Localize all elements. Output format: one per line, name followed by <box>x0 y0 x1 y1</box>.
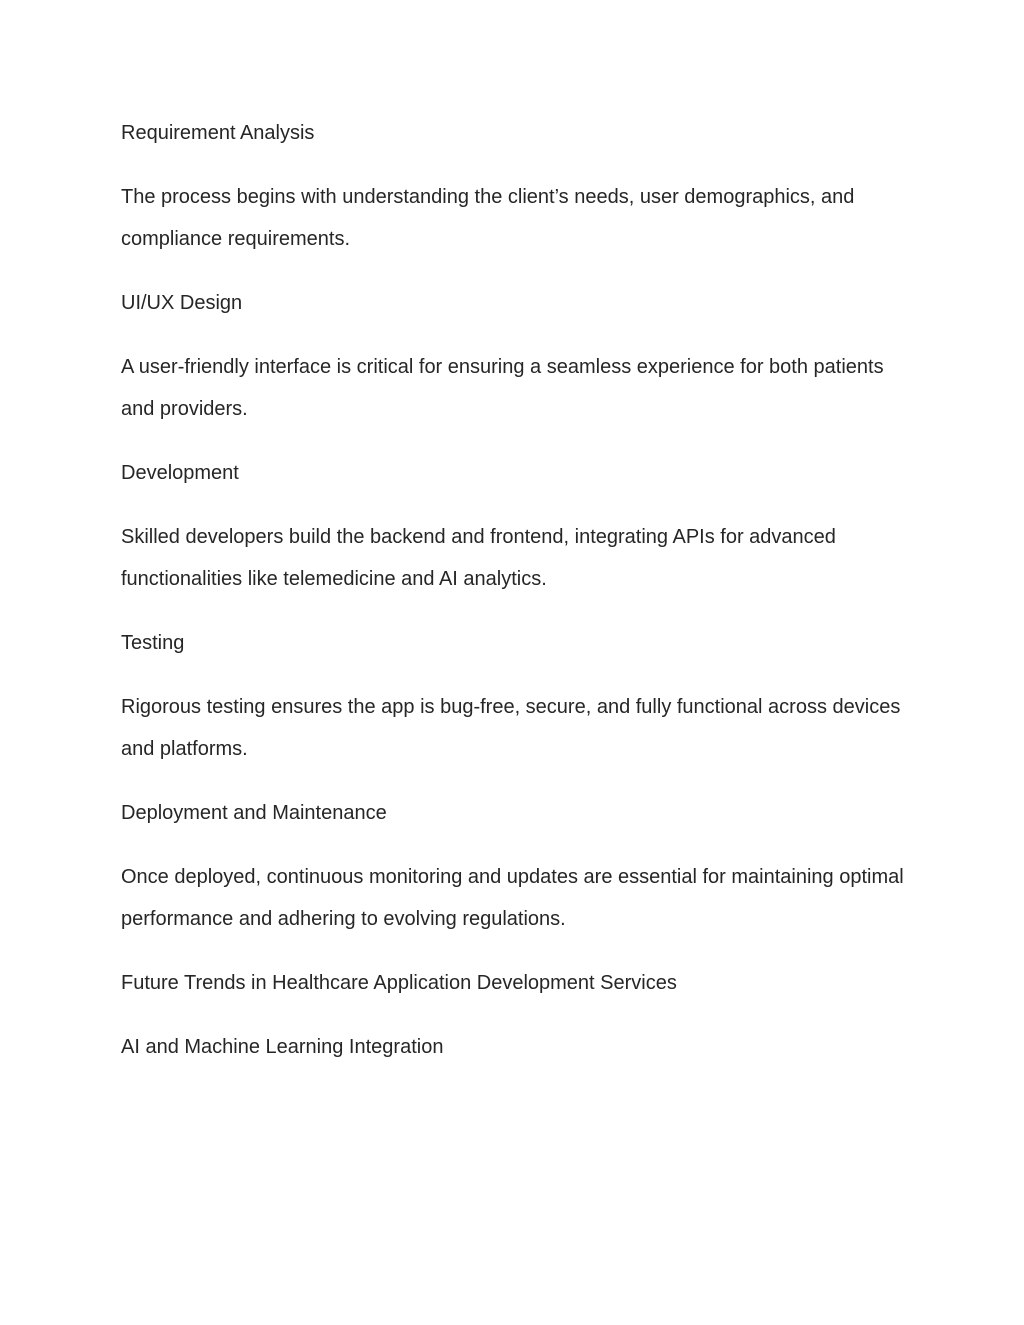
section-heading-requirement-analysis: Requirement Analysis <box>121 122 315 144</box>
section-body-testing: Rigorous testing ensures the app is bug-free, secure, and fully functional across devices and platforms. <box>121 696 901 760</box>
section-heading-ai-ml-integration: AI and Machine Learning Integration <box>121 1036 444 1058</box>
section-body-deployment-maintenance: Once deployed, continuous monitoring and updates are essential for maintaining optimal performance and adhering to evolving regulations. <box>121 866 904 930</box>
section-body-development: Skilled developers build the backend and frontend, integrating APIs for advanced functionalities like telemedicine and AI analytics. <box>121 526 836 590</box>
section-body-requirement-analysis: The process begins with understanding the client’s needs, user demographics, and compliance requirements. <box>121 186 855 250</box>
section-heading-future-trends: Future Trends in Healthcare Application Development Services <box>121 972 677 994</box>
section-body-ui-ux-design: A user-friendly interface is critical for ensuring a seamless experience for both patients and providers. <box>121 356 884 420</box>
section-heading-development: Development <box>121 462 239 484</box>
section-heading-ui-ux-design: UI/UX Design <box>121 292 243 314</box>
document-content <box>121 112 921 1090</box>
section-heading-testing: Testing <box>121 632 185 654</box>
section-heading-deployment-maintenance: Deployment and Maintenance <box>121 802 387 824</box>
